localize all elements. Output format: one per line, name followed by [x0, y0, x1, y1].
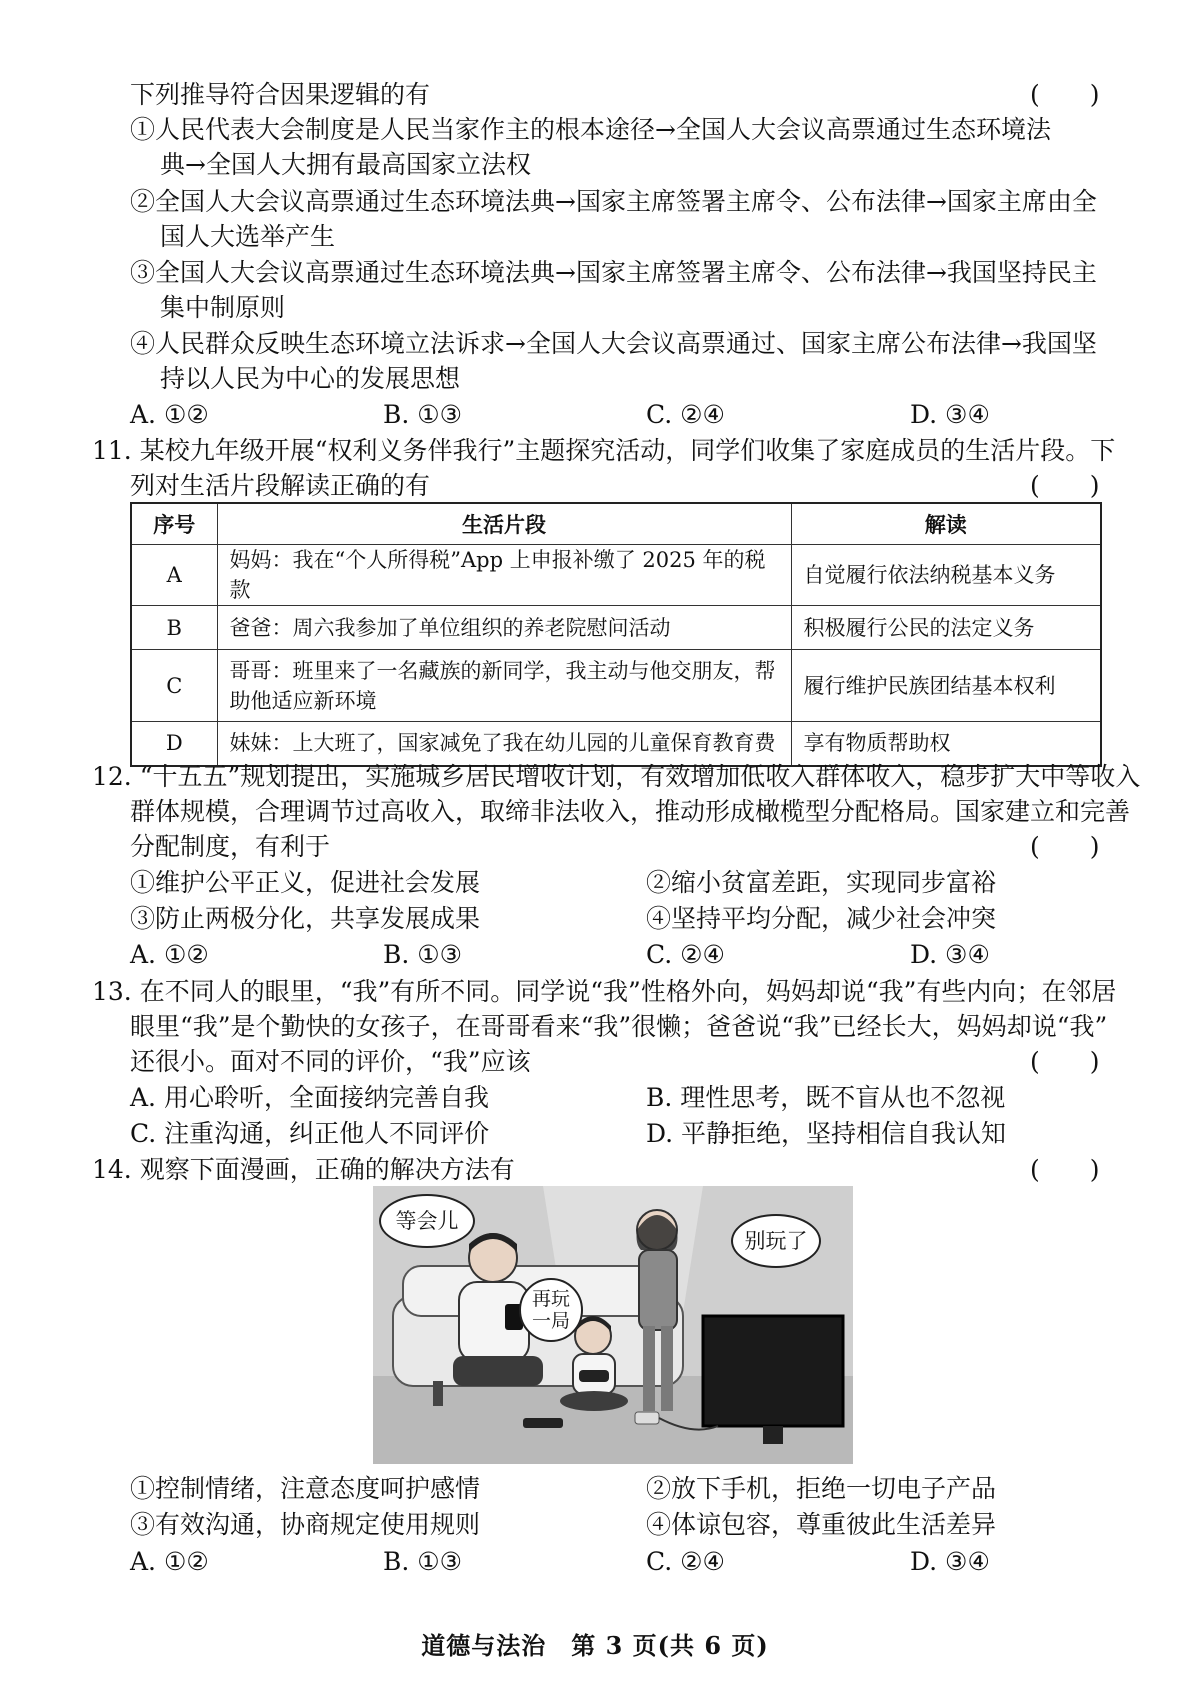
- table-row: [131, 545, 1101, 606]
- q12-option-a: A. ①②: [130, 940, 209, 969]
- q10-option-a: A. ①②: [130, 400, 209, 429]
- q14-item-4: ④体谅包容，尊重彼此生活差异: [646, 1510, 997, 1539]
- row-reading: 履行维护民族团结基本权利: [791, 650, 1101, 722]
- q10-option-d: D. ③④: [910, 400, 990, 429]
- sofa-leg: [433, 1381, 443, 1406]
- father-legs: [453, 1356, 543, 1386]
- table-row: [131, 650, 1101, 722]
- q14-option-b: B. ①③: [383, 1547, 463, 1576]
- row-reading: 积极履行公民的法定义务: [791, 606, 1101, 650]
- row-life: 哥哥：班里来了一名藏族的新同学，我主动与他交朋友，帮助他适应新环境: [217, 650, 791, 722]
- speech-bubble-child: 再玩 一局: [519, 1278, 583, 1342]
- q12-option-b: B. ①③: [383, 940, 463, 969]
- q14-option-a: A. ①②: [130, 1547, 209, 1576]
- q12-item-2: ②缩小贫富差距，实现同步富裕: [646, 868, 997, 897]
- table-row: [131, 722, 1101, 766]
- table-header-id: 序号: [131, 503, 217, 545]
- q10-item-3-line-2: 集中制原则: [160, 293, 286, 322]
- television: [703, 1316, 843, 1426]
- q10-option-b: B. ①③: [383, 400, 463, 429]
- q12-answer-paren: ( ): [1030, 832, 1100, 861]
- table-header-life: 生活片段: [217, 503, 791, 545]
- row-reading: 享有物质帮助权: [791, 722, 1101, 766]
- q10-item-2-line-1: ②全国人大会议高票通过生态环境法典→国家主席签署主席令、公布法律→国家主席由全: [130, 187, 1097, 216]
- q13-option-c: C. 注重沟通，纠正他人不同评价: [130, 1119, 490, 1148]
- q11-answer-paren: ( ): [1030, 471, 1100, 500]
- q12-item-3: ③防止两极分化，共享发展成果: [130, 904, 481, 933]
- row-life: 妈妈：我在“个人所得税”App 上申报补缴了 2025 年的税款: [217, 545, 791, 606]
- child-game-console: [579, 1370, 609, 1382]
- q10-item-3-line-1: ③全国人大会议高票通过生态环境法典→国家主席签署主席令、公布法律→我国坚持民主: [130, 258, 1097, 287]
- q12-option-d: D. ③④: [910, 940, 990, 969]
- child-legs: [560, 1391, 628, 1411]
- q12-stem-line-1: 12. “十五五”规划提出，实施城乡居民增收计划，有效增加低收入群体收入，稳步扩大中等收入: [92, 762, 1141, 791]
- q11-stem-line-1: 11. 某校九年级开展“权利义务伴我行”主题探究活动，同学们收集了家庭成员的生活片段。下: [92, 436, 1116, 465]
- q12-stem-line-3: 分配制度，有利于: [130, 832, 331, 861]
- table-row: [131, 606, 1101, 650]
- page-footer: 道德与法治 第 3 页(共 6 页): [421, 1631, 769, 1660]
- q13-answer-paren: ( ): [1030, 1047, 1100, 1076]
- q10-answer-paren: ( ): [1030, 80, 1100, 109]
- q10-item-1-line-1: ①人民代表大会制度是人民当家作主的根本途径→全国人大会议高票通过生态环境法: [130, 115, 1051, 144]
- q10-stem: 下列推导符合因果逻辑的有: [130, 80, 431, 109]
- row-life: 妹妹：上大班了，国家减免了我在幼儿园的儿童保育教育费: [217, 722, 791, 766]
- mother-leg: [643, 1326, 655, 1411]
- speech-bubble-father: 等会儿: [379, 1194, 475, 1248]
- row-id: B: [131, 606, 217, 650]
- q13-option-d: D. 平静拒绝，坚持相信自我认知: [646, 1119, 1007, 1148]
- q13-option-a: A. 用心聆听，全面接纳完善自我: [130, 1083, 489, 1112]
- tv-stand: [763, 1426, 783, 1444]
- charger: [635, 1412, 659, 1424]
- q12-stem-line-2: 群体规模，合理调节过高收入，取缔非法收入，推动形成橄榄型分配格局。国家建立和完善: [130, 797, 1131, 826]
- q10-option-c: C. ②④: [646, 400, 725, 429]
- row-life: 爸爸：周六我参加了单位组织的养老院慰问活动: [217, 606, 791, 650]
- mother-leg: [661, 1326, 673, 1411]
- comic-illustration: [373, 1186, 853, 1464]
- mother-body: [639, 1250, 677, 1330]
- remote-control: [523, 1418, 563, 1428]
- q13-option-b: B. 理性思考，既不盲从也不忽视: [646, 1083, 1006, 1112]
- table-header-row: [131, 503, 1101, 545]
- q12-option-c: C. ②④: [646, 940, 725, 969]
- q10-item-2-line-2: 国人大选举产生: [160, 222, 336, 251]
- q13-stem-line-1: 13. 在不同人的眼里，“我”有所不同。同学说“我”性格外向，妈妈却说“我”有些内向；在邻居: [92, 977, 1117, 1006]
- row-id: A: [131, 545, 217, 606]
- speech-bubble-mother: 别玩了: [731, 1214, 821, 1268]
- q14-option-c: C. ②④: [646, 1547, 725, 1576]
- q10-item-4-line-1: ④人民群众反映生态环境立法诉求→全国人大会议高票通过、国家主席公布法律→我国坚: [130, 329, 1097, 358]
- q11-table: [130, 502, 1102, 767]
- row-id: C: [131, 650, 217, 722]
- q10-item-4-line-2: 持以人民为中心的发展思想: [160, 364, 461, 393]
- q14-item-1: ①控制情绪，注意态度呵护感情: [130, 1474, 481, 1503]
- row-reading: 自觉履行依法纳税基本义务: [791, 545, 1101, 606]
- q14-option-d: D. ③④: [910, 1547, 990, 1576]
- q13-stem-line-3: 还很小。面对不同的评价，“我”应该: [130, 1047, 531, 1076]
- q14-item-2: ②放下手机，拒绝一切电子产品: [646, 1474, 997, 1503]
- q11-stem-line-2: 列对生活片段解读正确的有: [130, 471, 431, 500]
- q10-item-1-line-2: 典→全国人大拥有最高国家立法权: [160, 150, 531, 179]
- table-header-reading: 解读: [791, 503, 1101, 545]
- q14-stem: 14. 观察下面漫画，正确的解决方法有: [92, 1155, 515, 1184]
- q14-answer-paren: ( ): [1030, 1155, 1100, 1184]
- q12-item-1: ①维护公平正义，促进社会发展: [130, 868, 481, 897]
- q13-stem-line-2: 眼里“我”是个勤快的女孩子，在哥哥看来“我”很懒；爸爸说“我”已经长大，妈妈却说“我”: [130, 1012, 1108, 1041]
- q12-item-4: ④坚持平均分配，减少社会冲突: [646, 904, 997, 933]
- row-id: D: [131, 722, 217, 766]
- q14-item-3: ③有效沟通，协商规定使用规则: [130, 1510, 481, 1539]
